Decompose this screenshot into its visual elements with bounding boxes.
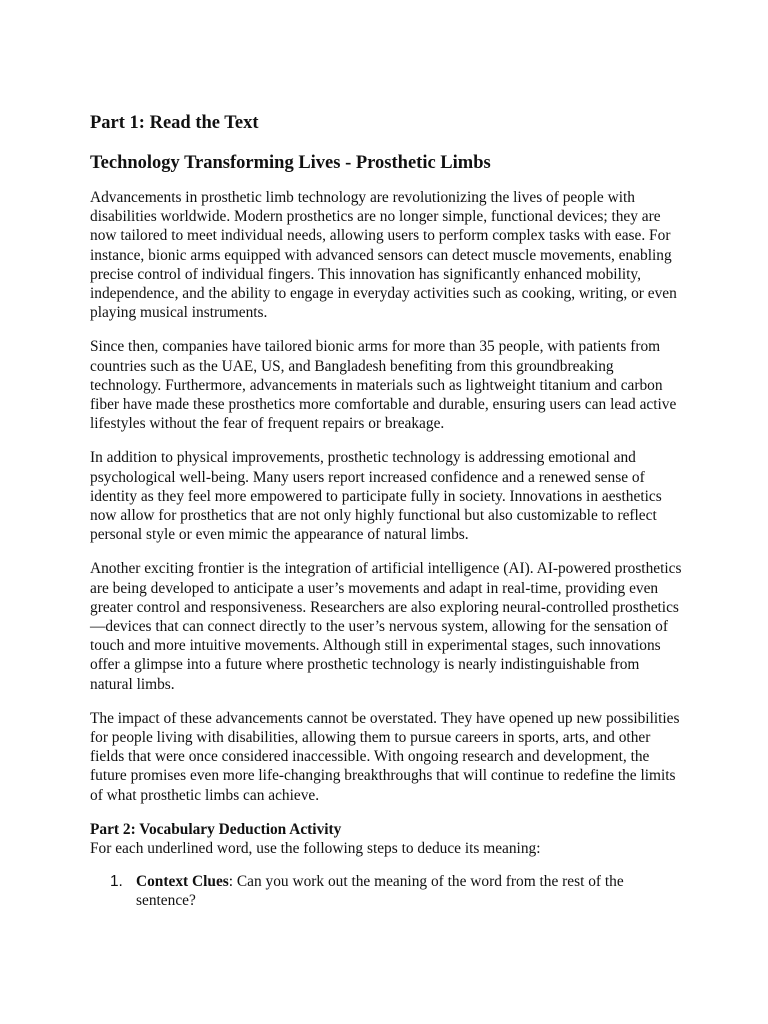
- step-term: Context Clues: [136, 872, 229, 890]
- part1-heading: Part 1: Read the Text: [90, 113, 259, 133]
- paragraph-1: Advancements in prosthetic limb technology are revolutionizing the lives of people with disabilities worldwide. Modern prosthetics are no longer simple, functional devices; they are now tailored to meet individual needs, allowing users to perform complex tasks with ease. For instance, bionic arms equipped with advanced sensors can detect muscle movements, enabling precise control of individual fingers. This innovation has significantly enhanced mobility, independence, and the ability to engage in everyday activities such as cooking, writing, or even playing musical instruments.: [90, 189, 677, 322]
- paragraph-2: Since then, companies have tailored bionic arms for more than 35 people, with patients from countries such as the UAE, US, and Bangladesh benefiting from this groundbreaking technology. Furthermore, advancements in materials such as lightweight titanium and carbon fiber have made these prosthetics more comfortable and durable, ensuring users can lead active lifestyles without the fear of frequent repairs or breakage.: [90, 338, 677, 433]
- steps-list: [90, 872, 682, 911]
- list-item: [90, 872, 682, 911]
- part2-heading: Part 2: Vocabulary Deduction Activity: [90, 820, 342, 838]
- article-title: Technology Transforming Lives - Prosthetic Limbs: [90, 153, 491, 173]
- paragraph-3: In addition to physical improvements, prosthetic technology is addressing emotional and psychological well-being. Many users report increased confidence and a renewed sense of identity as they feel more empowered to participate fully in society. Innovations in aesthetics now allow for prosthetics that are not only highly functional but also customizable to reflect personal style or even mimic the appearance of natural limbs.: [90, 449, 662, 544]
- paragraph-5: The impact of these advancements cannot be overstated. They have opened up new possibilities for people living with disabilities, allowing them to pursue careers in sports, arts, and other fields that were once considered inaccessible. With ongoing research and development, the future promises even more life-changing breakthroughs that will continue to redefine the limits of what prosthetic limbs can achieve.: [90, 709, 680, 804]
- paragraph-4: Another exciting frontier is the integration of artificial intelligence (AI). AI-powered prosthetics are being developed to anticipate a user’s movements and adapt in real-time, providing even greater control and responsiveness. Researchers are also exploring neural-controlled prosthetics—devices that can connect directly to the user’s nervous system, allowing for the sensation of touch and more intuitive movements. Although still in experimental stages, such innovations offer a glimpse into a future where prosthetic technology is nearly indistinguishable from natural limbs.: [90, 560, 682, 693]
- list-number: 1.: [110, 872, 123, 890]
- step-text: : Can you work out the meaning of the word from the rest of the sentence?: [136, 872, 624, 910]
- part2-instruction: For each underlined word, use the following steps to deduce its meaning:: [90, 839, 541, 857]
- document-content: [90, 112, 682, 911]
